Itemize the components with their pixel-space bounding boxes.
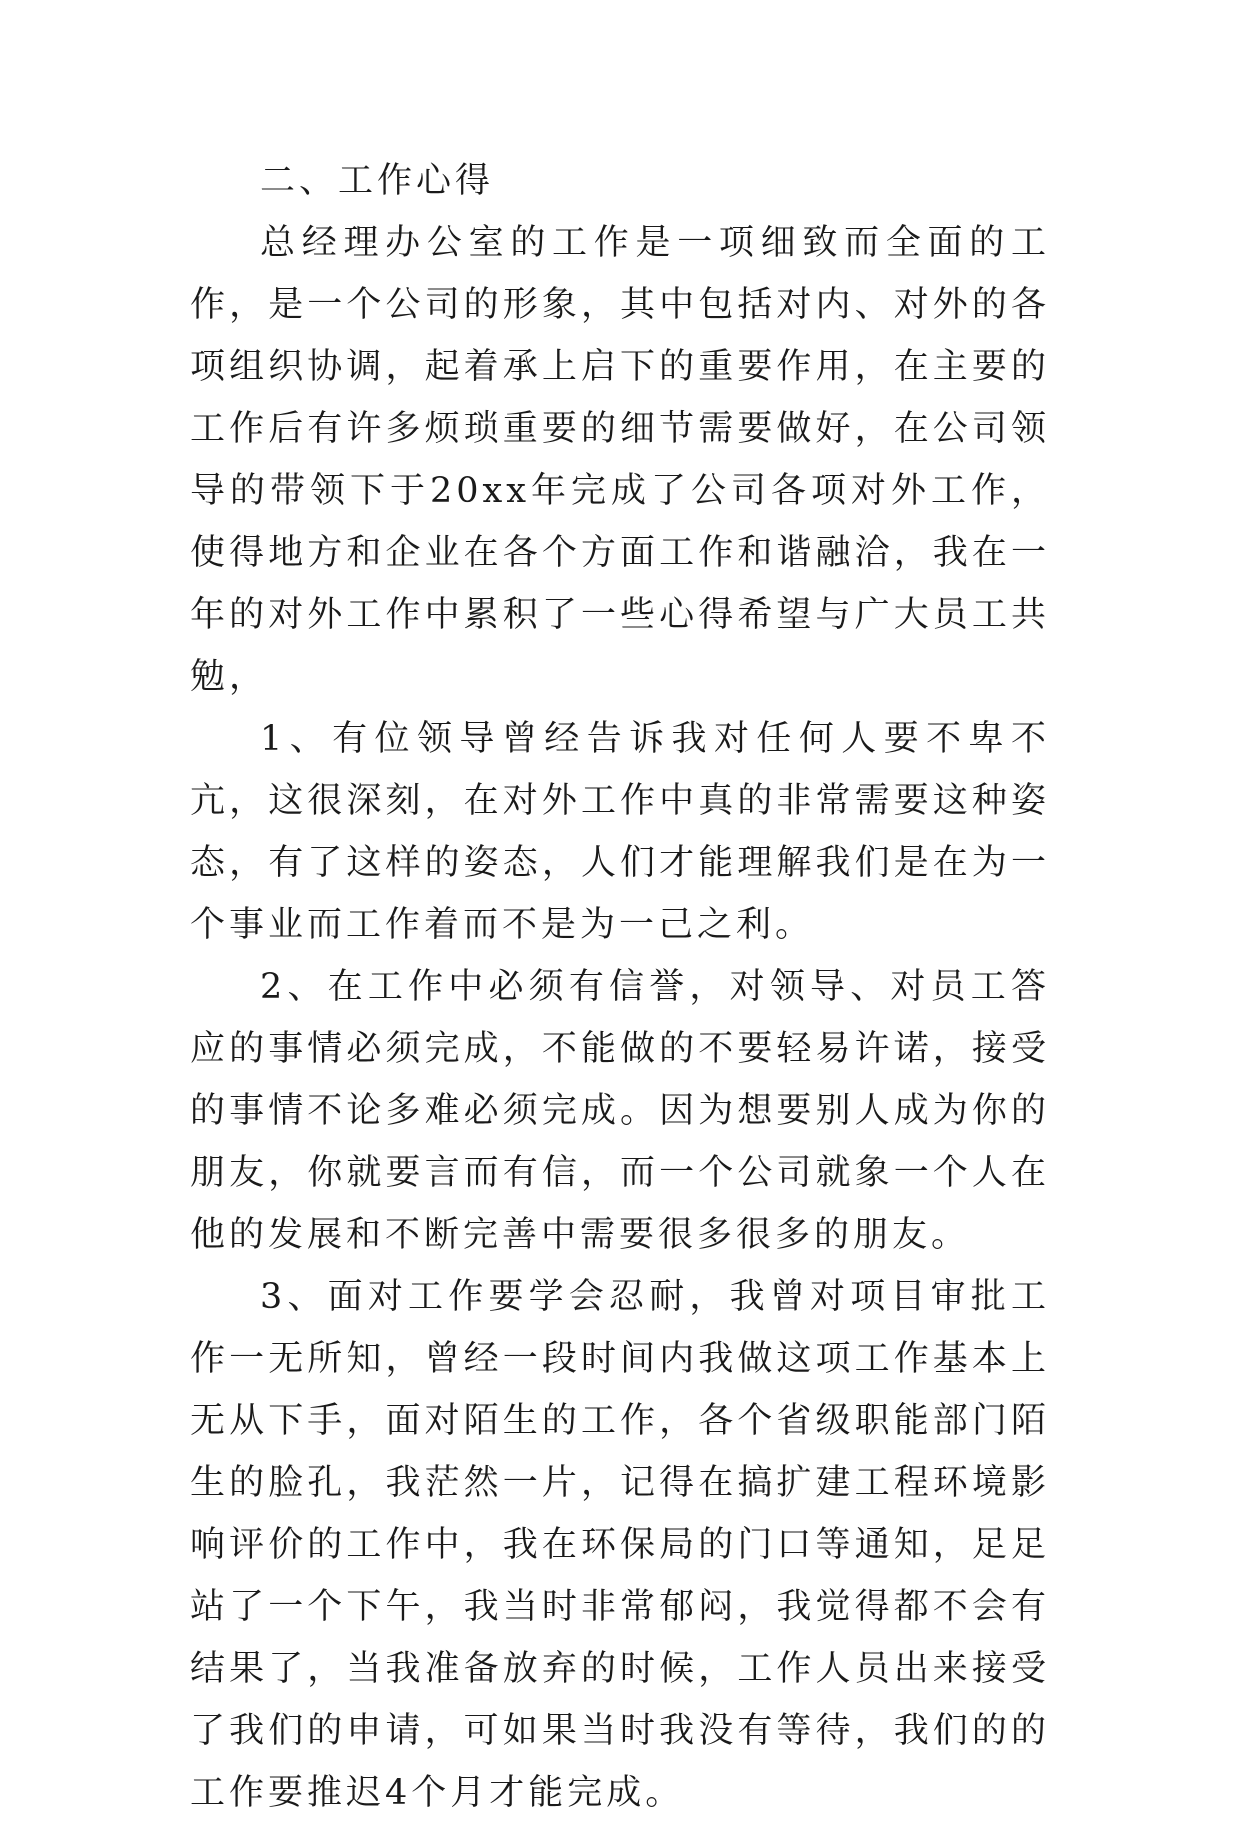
section-heading: 二、工作心得 <box>260 161 495 201</box>
paragraph-point-3: 3、面对工作要学会忍耐，我曾对项目审批工作一无所知，曾经一段时间内我做这项工作基本上无从下手，面对陌生的工作，各个省级职能部门陌生的脸孔，我茫然一片，记得在搞扩建工程环境影响评价的工作中，我在环保局的门口等通知，足足站了一个下午，我当时非常郁闷，我觉得都不会有结果了，当我准备放弃的时候，工作人员出来接受了我们的申请，可如果当时我没有等待，我们的的工作要推迟4个月才能完成。 <box>190 1277 1050 1813</box>
paragraph-point-2: 2、在工作中必须有信誉，对领导、对员工答应的事情必须完成，不能做的不要轻易许诺，接受的事情不论多难必须完成。因为想要别人成为你的朋友，你就要言而有信，而一个公司就象一个人在他的发展和不断完善中需要很多很多的朋友。 <box>190 967 1050 1255</box>
document-body <box>190 150 1050 1824</box>
paragraph-intro: 总经理办公室的工作是一项细致而全面的工作，是一个公司的形象，其中包括对内、对外的各项组织协调，起着承上启下的重要作用，在主要的工作后有许多烦琐重要的细节需要做好，在公司领导的带领下于20xx年完成了公司各项对外工作，使得地方和企业在各个方面工作和谐融洽，我在一年的对外工作中累积了一些心得希望与广大员工共勉， <box>190 223 1050 697</box>
paragraph-point-1: 1、有位领导曾经告诉我对任何人要不卑不亢，这很深刻，在对外工作中真的非常需要这种姿态，有了这样的姿态，人们才能理解我们是在为一个事业而工作着而不是为一己之利。 <box>190 719 1050 945</box>
